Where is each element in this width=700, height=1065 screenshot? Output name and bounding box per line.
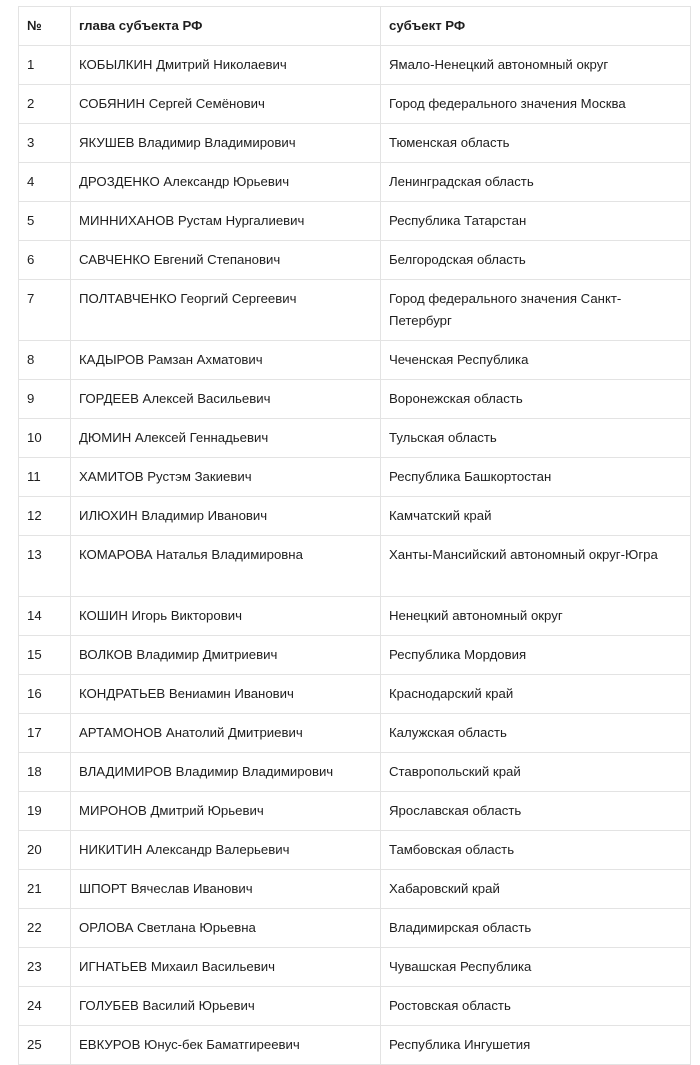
- row-number-cell: 7: [19, 280, 71, 341]
- governor-name-cell: МИННИХАНОВ Рустам Нургалиевич: [71, 202, 381, 241]
- table-row: [19, 85, 691, 124]
- table-row: [19, 753, 691, 792]
- subject-name-cell: Республика Татарстан: [381, 202, 691, 241]
- governor-name-cell: ИЛЮХИН Владимир Иванович: [71, 497, 381, 536]
- table-row: [19, 831, 691, 870]
- governor-name-cell: КОМАРОВА Наталья Владимировна: [71, 536, 381, 597]
- subject-name-cell: Ставропольский край: [381, 753, 691, 792]
- table-row: [19, 597, 691, 636]
- subject-name-cell: Воронежская область: [381, 380, 691, 419]
- subject-name-cell: Республика Ингушетия: [381, 1026, 691, 1065]
- row-number-cell: 13: [19, 536, 71, 597]
- table-row: [19, 46, 691, 85]
- governor-name-cell: КАДЫРОВ Рамзан Ахматович: [71, 341, 381, 380]
- table-row: [19, 636, 691, 675]
- governor-name-cell: ВЛАДИМИРОВ Владимир Владимирович: [71, 753, 381, 792]
- row-number-cell: 24: [19, 987, 71, 1026]
- row-number-cell: 22: [19, 909, 71, 948]
- table-row: [19, 419, 691, 458]
- table-row: [19, 675, 691, 714]
- subject-name-cell: Ленинградская область: [381, 163, 691, 202]
- governor-name-cell: ОРЛОВА Светлана Юрьевна: [71, 909, 381, 948]
- governor-name-cell: АРТАМОНОВ Анатолий Дмитриевич: [71, 714, 381, 753]
- subject-name-cell: Чеченская Республика: [381, 341, 691, 380]
- governor-name-cell: ГОЛУБЕВ Василий Юрьевич: [71, 987, 381, 1026]
- governor-name-cell: СОБЯНИН Сергей Семёнович: [71, 85, 381, 124]
- governor-name-cell: КОШИН Игорь Викторович: [71, 597, 381, 636]
- row-number-cell: 1: [19, 46, 71, 85]
- subject-name-cell: Республика Мордовия: [381, 636, 691, 675]
- table-row: [19, 909, 691, 948]
- table-header-row: [19, 7, 691, 46]
- subject-name-cell: Республика Башкортостан: [381, 458, 691, 497]
- governor-name-cell: ЯКУШЕВ Владимир Владимирович: [71, 124, 381, 163]
- table-row: [19, 987, 691, 1026]
- table-row: [19, 124, 691, 163]
- row-number-cell: 12: [19, 497, 71, 536]
- row-number-cell: 23: [19, 948, 71, 987]
- table-row: [19, 536, 691, 597]
- table-row: [19, 202, 691, 241]
- subject-name-cell: Калужская область: [381, 714, 691, 753]
- column-header-head: глава субъекта РФ: [71, 7, 381, 46]
- table-row: [19, 497, 691, 536]
- subject-name-cell: Город федерального значения Москва: [381, 85, 691, 124]
- table-row: [19, 870, 691, 909]
- governor-name-cell: МИРОНОВ Дмитрий Юрьевич: [71, 792, 381, 831]
- governor-name-cell: НИКИТИН Александр Валерьевич: [71, 831, 381, 870]
- subject-name-cell: Краснодарский край: [381, 675, 691, 714]
- subject-name-cell: Тамбовская область: [381, 831, 691, 870]
- row-number-cell: 21: [19, 870, 71, 909]
- row-number-cell: 25: [19, 1026, 71, 1065]
- table-row: [19, 241, 691, 280]
- table-row: [19, 380, 691, 419]
- row-number-cell: 9: [19, 380, 71, 419]
- row-number-cell: 2: [19, 85, 71, 124]
- table-row: [19, 341, 691, 380]
- table-row: [19, 792, 691, 831]
- table-row: [19, 1026, 691, 1065]
- subject-name-cell: Город федерального значения Санкт-Петербург: [381, 280, 691, 341]
- table-row: [19, 163, 691, 202]
- governor-name-cell: ДРОЗДЕНКО Александр Юрьевич: [71, 163, 381, 202]
- governor-name-cell: ШПОРТ Вячеслав Иванович: [71, 870, 381, 909]
- governor-name-cell: ЕВКУРОВ Юнус-бек Баматгиреевич: [71, 1026, 381, 1065]
- governor-name-cell: ВОЛКОВ Владимир Дмитриевич: [71, 636, 381, 675]
- table-body: [19, 46, 691, 1065]
- column-header-number: №: [19, 7, 71, 46]
- row-number-cell: 20: [19, 831, 71, 870]
- subject-name-cell: Ростовская область: [381, 987, 691, 1026]
- row-number-cell: 17: [19, 714, 71, 753]
- row-number-cell: 8: [19, 341, 71, 380]
- row-number-cell: 19: [19, 792, 71, 831]
- row-number-cell: 16: [19, 675, 71, 714]
- row-number-cell: 18: [19, 753, 71, 792]
- subject-name-cell: Камчатский край: [381, 497, 691, 536]
- subject-name-cell: Белгородская область: [381, 241, 691, 280]
- table-row: [19, 280, 691, 341]
- governor-name-cell: ПОЛТАВЧЕНКО Георгий Сергеевич: [71, 280, 381, 341]
- row-number-cell: 6: [19, 241, 71, 280]
- row-number-cell: 5: [19, 202, 71, 241]
- governor-name-cell: ГОРДЕЕВ Алексей Васильевич: [71, 380, 381, 419]
- governors-table: [18, 6, 691, 1065]
- governor-name-cell: ИГНАТЬЕВ Михаил Васильевич: [71, 948, 381, 987]
- subject-name-cell: Ярославская область: [381, 792, 691, 831]
- table-row: [19, 948, 691, 987]
- row-number-cell: 3: [19, 124, 71, 163]
- subject-name-cell: Ненецкий автономный округ: [381, 597, 691, 636]
- column-header-subject: субъект РФ: [381, 7, 691, 46]
- subject-name-cell: Тюменская область: [381, 124, 691, 163]
- table-row: [19, 458, 691, 497]
- row-number-cell: 11: [19, 458, 71, 497]
- subject-name-cell: Владимирская область: [381, 909, 691, 948]
- row-number-cell: 14: [19, 597, 71, 636]
- row-number-cell: 10: [19, 419, 71, 458]
- governors-table-wrapper: [18, 6, 690, 1065]
- row-number-cell: 4: [19, 163, 71, 202]
- governor-name-cell: КОБЫЛКИН Дмитрий Николаевич: [71, 46, 381, 85]
- governor-name-cell: ДЮМИН Алексей Геннадьевич: [71, 419, 381, 458]
- subject-name-cell: Тульская область: [381, 419, 691, 458]
- subject-name-cell: Ханты-Мансийский автономный округ-Югра: [381, 536, 691, 597]
- governor-name-cell: САВЧЕНКО Евгений Степанович: [71, 241, 381, 280]
- subject-name-cell: Ямало-Ненецкий автономный округ: [381, 46, 691, 85]
- governor-name-cell: КОНДРАТЬЕВ Вениамин Иванович: [71, 675, 381, 714]
- table-row: [19, 714, 691, 753]
- governor-name-cell: ХАМИТОВ Рустэм Закиевич: [71, 458, 381, 497]
- subject-name-cell: Хабаровский край: [381, 870, 691, 909]
- row-number-cell: 15: [19, 636, 71, 675]
- subject-name-cell: Чувашская Республика: [381, 948, 691, 987]
